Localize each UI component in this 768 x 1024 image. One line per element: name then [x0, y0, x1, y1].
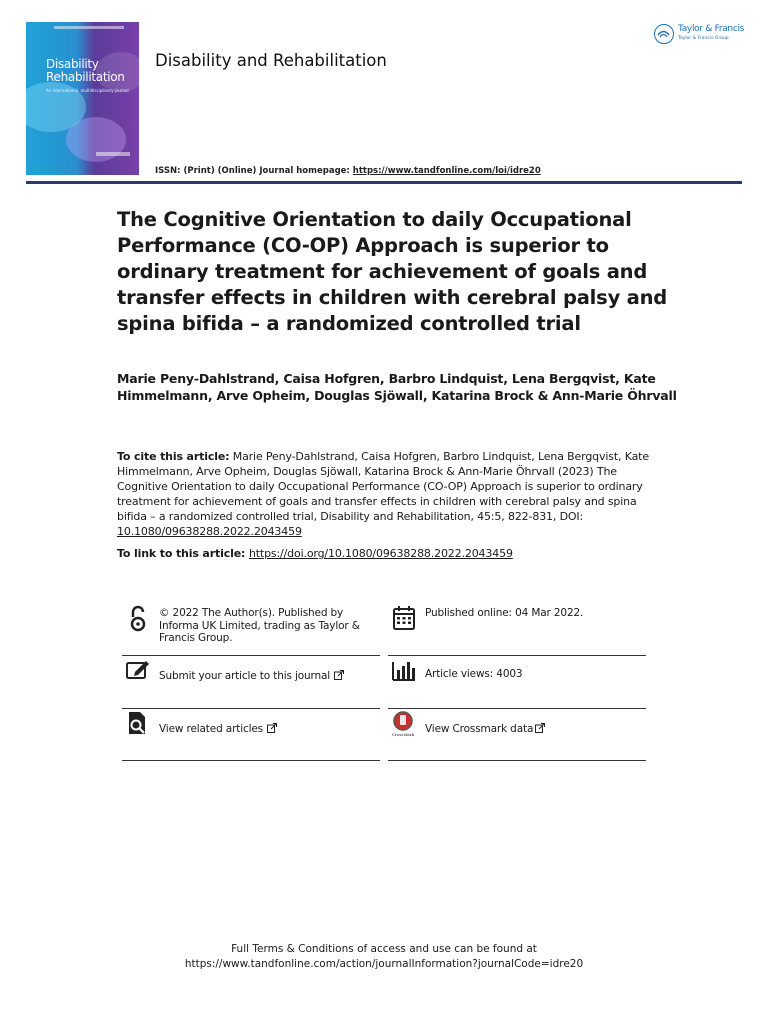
views-text: Article views: 4003 — [425, 668, 523, 680]
publisher-name: Taylor & Francis — [678, 24, 745, 34]
cite-label: To cite this article: — [117, 450, 230, 463]
edit-icon — [126, 658, 150, 684]
crossmark-text: View Crossmark data — [425, 723, 534, 735]
journal-homepage-link[interactable]: https://www.tandfonline.com/loi/idre20 — [352, 166, 541, 176]
external-link-icon — [334, 670, 344, 680]
open-access-text: © 2022 The Author(s). Published by Informa UK Limited, trading as Taylor & Francis Group. — [159, 607, 360, 644]
journal-title: Disability and Rehabilitation — [155, 51, 387, 70]
link-line — [117, 547, 513, 560]
external-link-icon — [267, 723, 277, 733]
doi-link[interactable]: 10.1080/09638288.2022.2043459 — [117, 525, 302, 538]
header-divider — [26, 181, 742, 184]
crossmark-icon-label: CrossMark — [392, 732, 415, 737]
publisher-subname: Taylor & Francis Group — [678, 36, 729, 41]
crossmark-link[interactable] — [425, 723, 650, 736]
article-authors: Marie Peny-Dahlstrand, Caisa Hofgren, Barbro Lindquist, Lena Bergqvist, Kate Himmelmann, Arve Opheim, Douglas Sjöwall, Katarina Brock & Ann-Marie Öhrvall — [117, 371, 677, 403]
open-access-icon — [126, 605, 150, 631]
publisher-logo-icon — [654, 24, 674, 44]
article-link[interactable]: https://doi.org/10.1080/09638288.2022.2043459 — [248, 547, 513, 560]
footer-line1: Full Terms & Conditions of access and use can be found at — [231, 943, 537, 955]
open-access-cell — [122, 603, 380, 656]
citation-block — [117, 449, 662, 539]
related-cell[interactable] — [122, 708, 380, 761]
publisher-logo — [654, 22, 746, 48]
issn-line — [155, 166, 541, 176]
journal-cover-image — [26, 22, 139, 175]
submit-cell[interactable] — [122, 656, 380, 709]
submit-link[interactable] — [159, 670, 384, 683]
submit-text: Submit your article to this journal — [159, 670, 331, 682]
footer-url[interactable]: https://www.tandfonline.com/action/journalInformation?journalCode=idre20 — [184, 958, 584, 970]
cover-title-line2: Rehabilitation — [46, 70, 125, 84]
link-label: To link to this article: — [117, 547, 249, 560]
bar-chart-icon — [392, 658, 416, 684]
related-link[interactable] — [159, 723, 384, 736]
related-text: View related articles — [159, 723, 263, 735]
published-cell — [388, 603, 646, 656]
article-title: The Cognitive Orientation to daily Occupational Performance (CO-OP) Approach is superior to ordinary treatment for achievement of goals and transfer effects in children with cerebral palsy and spina bifida – a randomized controlled trial — [117, 208, 668, 335]
crossmark-cell[interactable] — [388, 708, 646, 761]
related-articles-icon — [126, 710, 150, 736]
calendar-icon — [392, 605, 416, 631]
cover-subtitle: An international, multidisciplinary journal — [46, 88, 129, 93]
views-cell — [388, 656, 646, 709]
footer-terms — [0, 942, 768, 972]
crossmark-icon — [392, 710, 416, 736]
published-text: Published online: 04 Mar 2022. — [425, 607, 584, 619]
cite-text: Marie Peny-Dahlstrand, Caisa Hofgren, Barbro Lindquist, Lena Bergqvist, Kate Himmelmann, Arve Opheim, Douglas Sjöwall, Katarina Brock & Ann-Marie Öhrvall (2023) The Cognitive Orientation to daily Occupational Performance (CO-OP) Approach is superior to ordinary treatment for achievement of goals and transfer effects in children with cerebral palsy and spina bifida – a randomized controlled trial, Disability and Rehabilitation, 45:5, 822-831, DOI: — [117, 450, 649, 523]
issn-label: ISSN: (Print) (Online) Journal homepage: — [155, 166, 353, 176]
cover-title-line1: Disability — [46, 57, 99, 71]
external-link-icon — [535, 723, 545, 733]
